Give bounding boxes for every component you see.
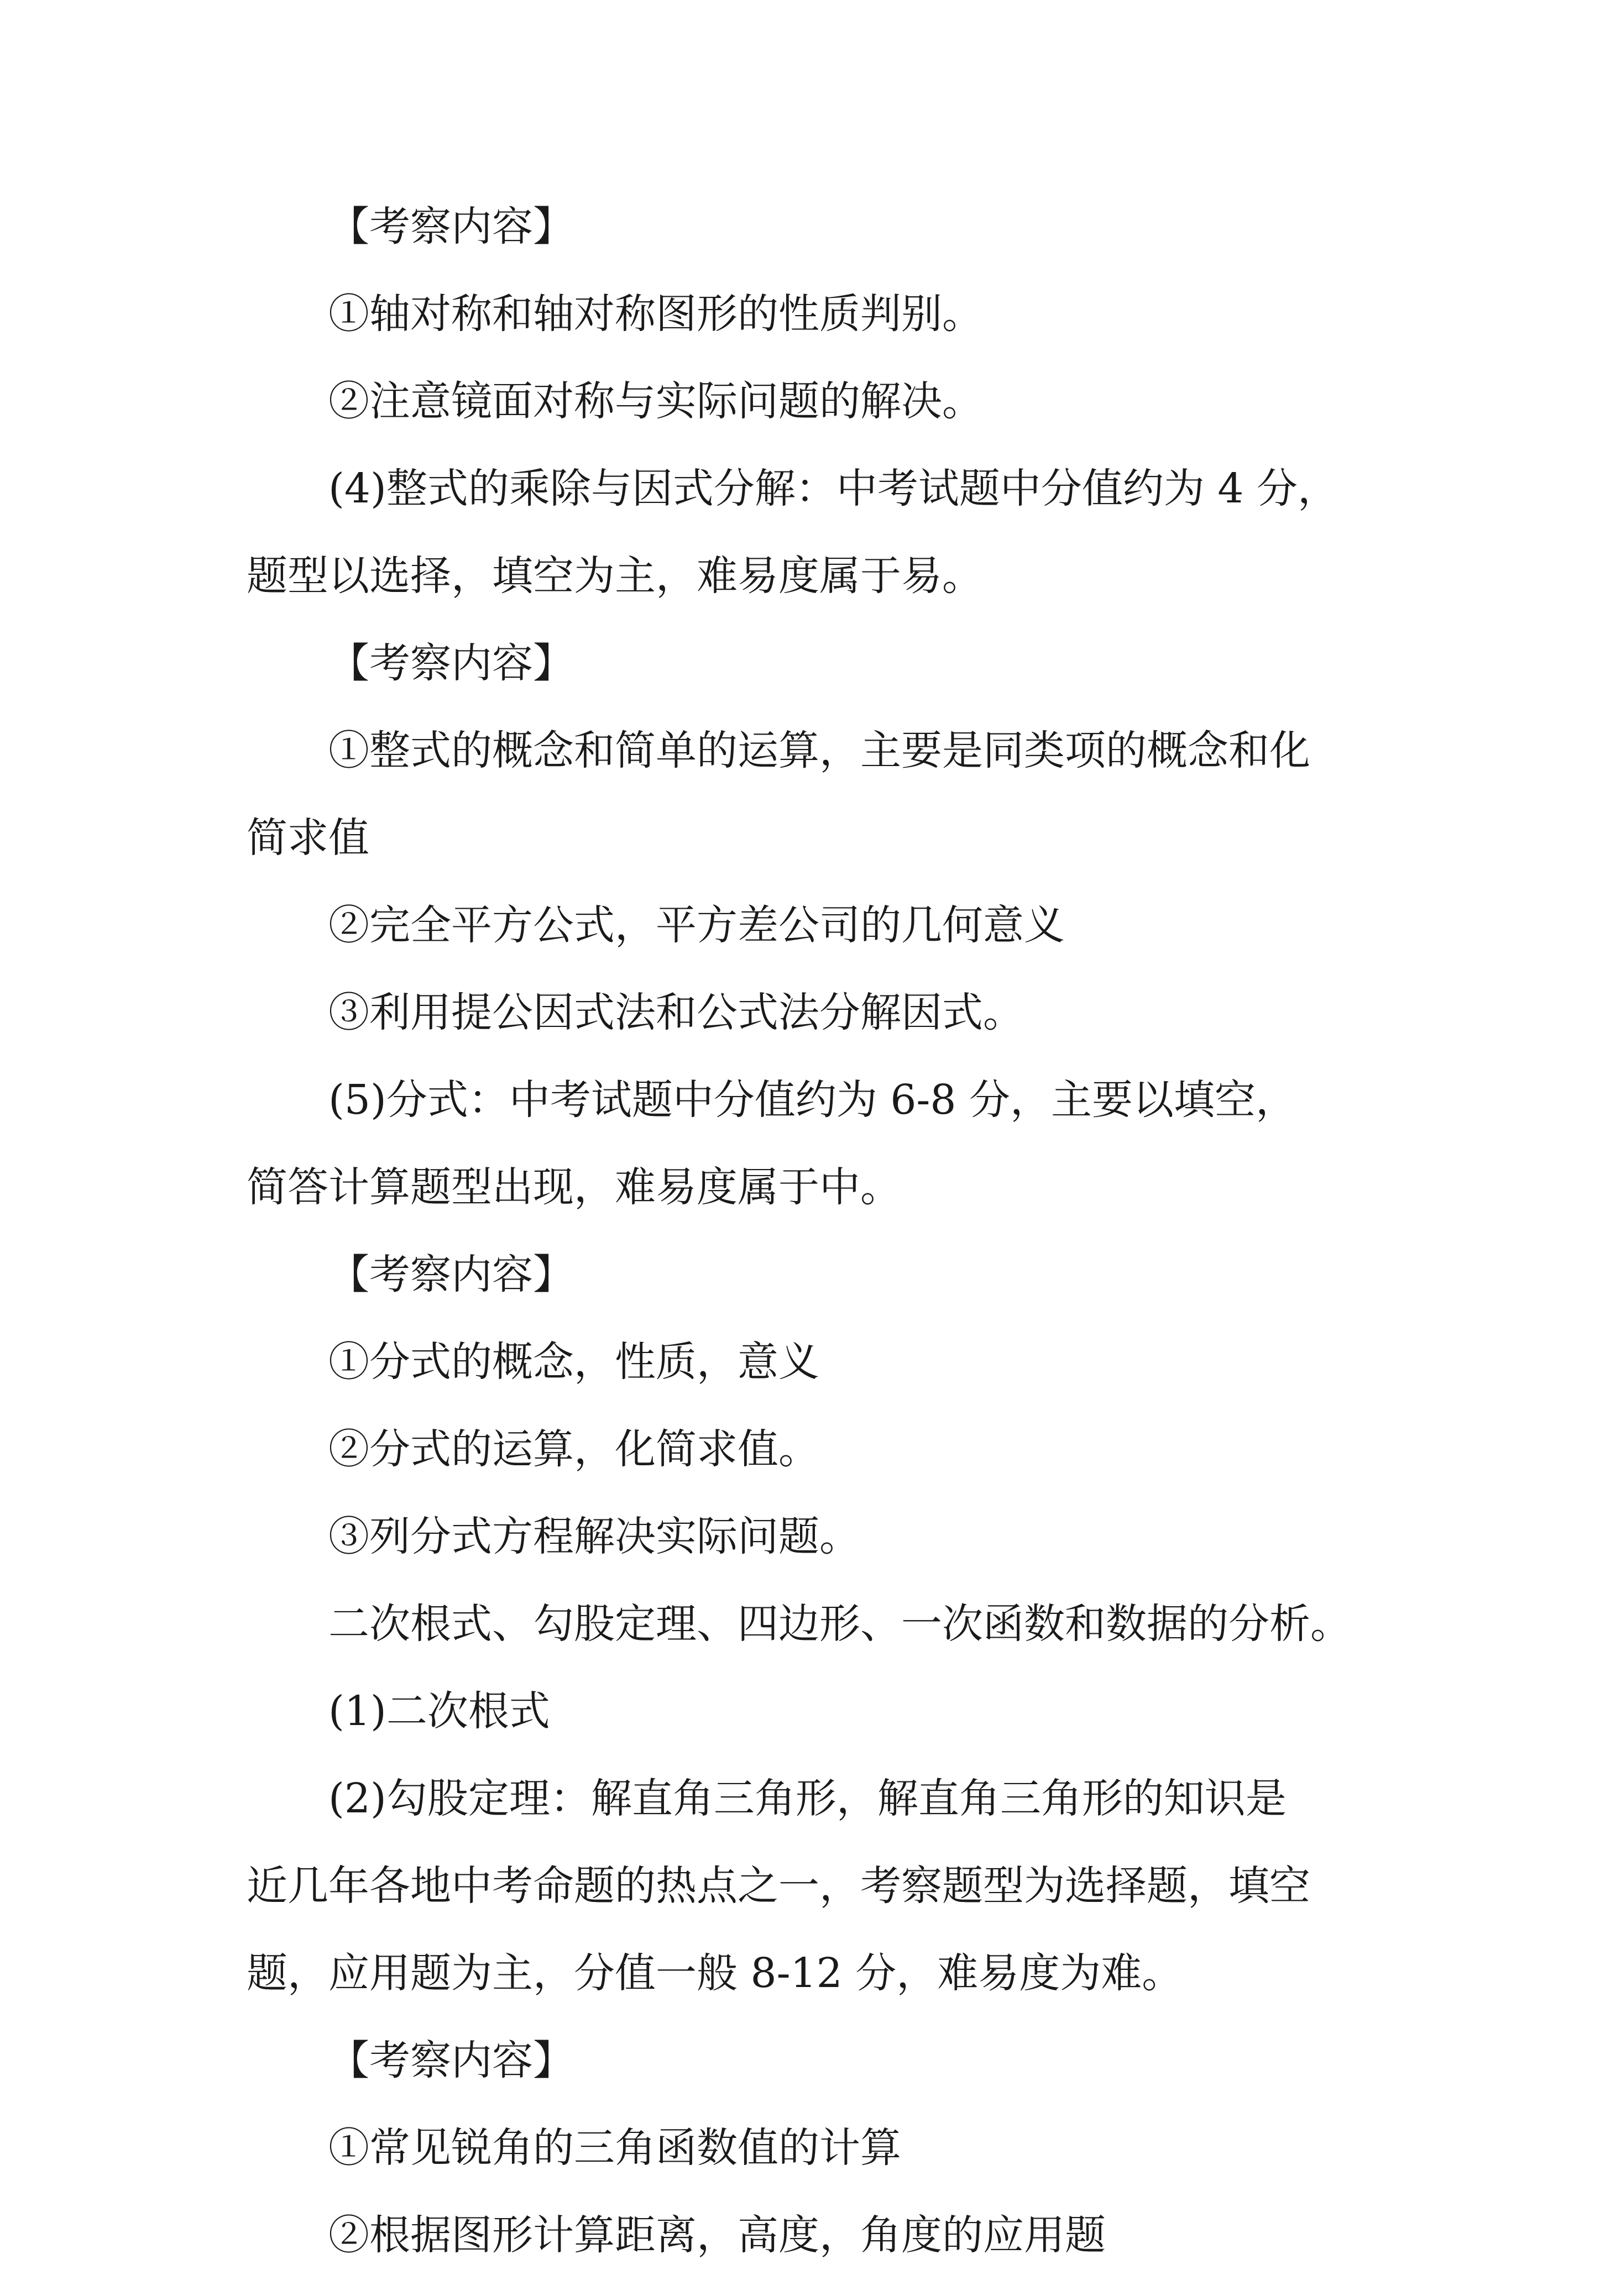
paragraph (247, 1772, 1374, 2000)
text-line: (5)分式：中考试题中分值约为 6-8 分，主要以填空， (328, 1076, 1297, 1124)
document-body (247, 200, 1374, 2296)
section-heading (247, 1248, 1374, 1301)
text-line: ①整式的概念和简单的运算，主要是同类项的概念和化 (328, 727, 1310, 774)
text-line: ②注意镜面对称与实际问题的解决。 (328, 378, 983, 425)
paragraph (247, 1597, 1374, 1650)
paragraph (247, 1685, 1374, 1738)
text-line: 题，应用题为主，分值一般 8-12 分，难易度为难。 (247, 1949, 1183, 1997)
list-item (247, 1423, 1374, 1476)
text-line: ②分式的运算，化简求值。 (328, 1425, 819, 1473)
text-line: ②根据图形计算距离，高度，角度的应用题 (328, 2211, 1106, 2259)
paragraph (247, 1073, 1374, 1214)
text-line: 二次根式、勾股定理、四边形、一次函数和数据的分析。 (328, 1600, 1351, 1648)
text-line: ③列分式方程解决实际问题。 (328, 1513, 860, 1560)
text-line: 题型以选择，填空为主，难易度属于易。 (247, 552, 983, 600)
list-item (247, 2121, 1374, 2174)
section-heading (247, 2034, 1374, 2087)
section-heading (247, 200, 1374, 253)
text-line: 简答计算题型出现，难易度属于中。 (247, 1163, 901, 1211)
text-line: (1)二次根式 (328, 1687, 550, 1735)
text-line: 简求值 (247, 814, 369, 862)
section-heading (247, 637, 1374, 690)
text-line: 【考察内容】 (328, 1251, 574, 1298)
text-line: ①轴对称和轴对称图形的性质判别。 (328, 290, 983, 338)
text-line: 【考察内容】 (328, 639, 574, 687)
list-item (247, 1510, 1374, 1563)
list-item (247, 724, 1374, 864)
text-line: 近几年各地中考命题的热点之一，考察题型为选择题，填空 (247, 1862, 1310, 1910)
text-line: (2)勾股定理：解直角三角形，解直角三角形的知识是 (328, 1775, 1287, 1822)
text-line: ②完全平方公式，平方差公司的几何意义 (328, 901, 1065, 949)
text-line: ①分式的概念，性质，意义 (328, 1338, 819, 1386)
list-item (247, 2209, 1374, 2262)
paragraph (247, 462, 1374, 602)
list-item (247, 986, 1374, 1039)
list-item (247, 1335, 1374, 1388)
text-line: ①常见锐角的三角函数值的计算 (328, 2124, 901, 2172)
text-line: 【考察内容】 (328, 2037, 574, 2084)
list-item (247, 375, 1374, 428)
list-item (247, 287, 1374, 340)
list-item (247, 899, 1374, 952)
text-line: 【考察内容】 (328, 203, 574, 250)
text-line: ③利用提公因式法和公式法分解因式。 (328, 989, 1024, 1036)
text-line: (4)整式的乘除与因式分解：中考试题中分值约为 4 分， (328, 465, 1338, 512)
